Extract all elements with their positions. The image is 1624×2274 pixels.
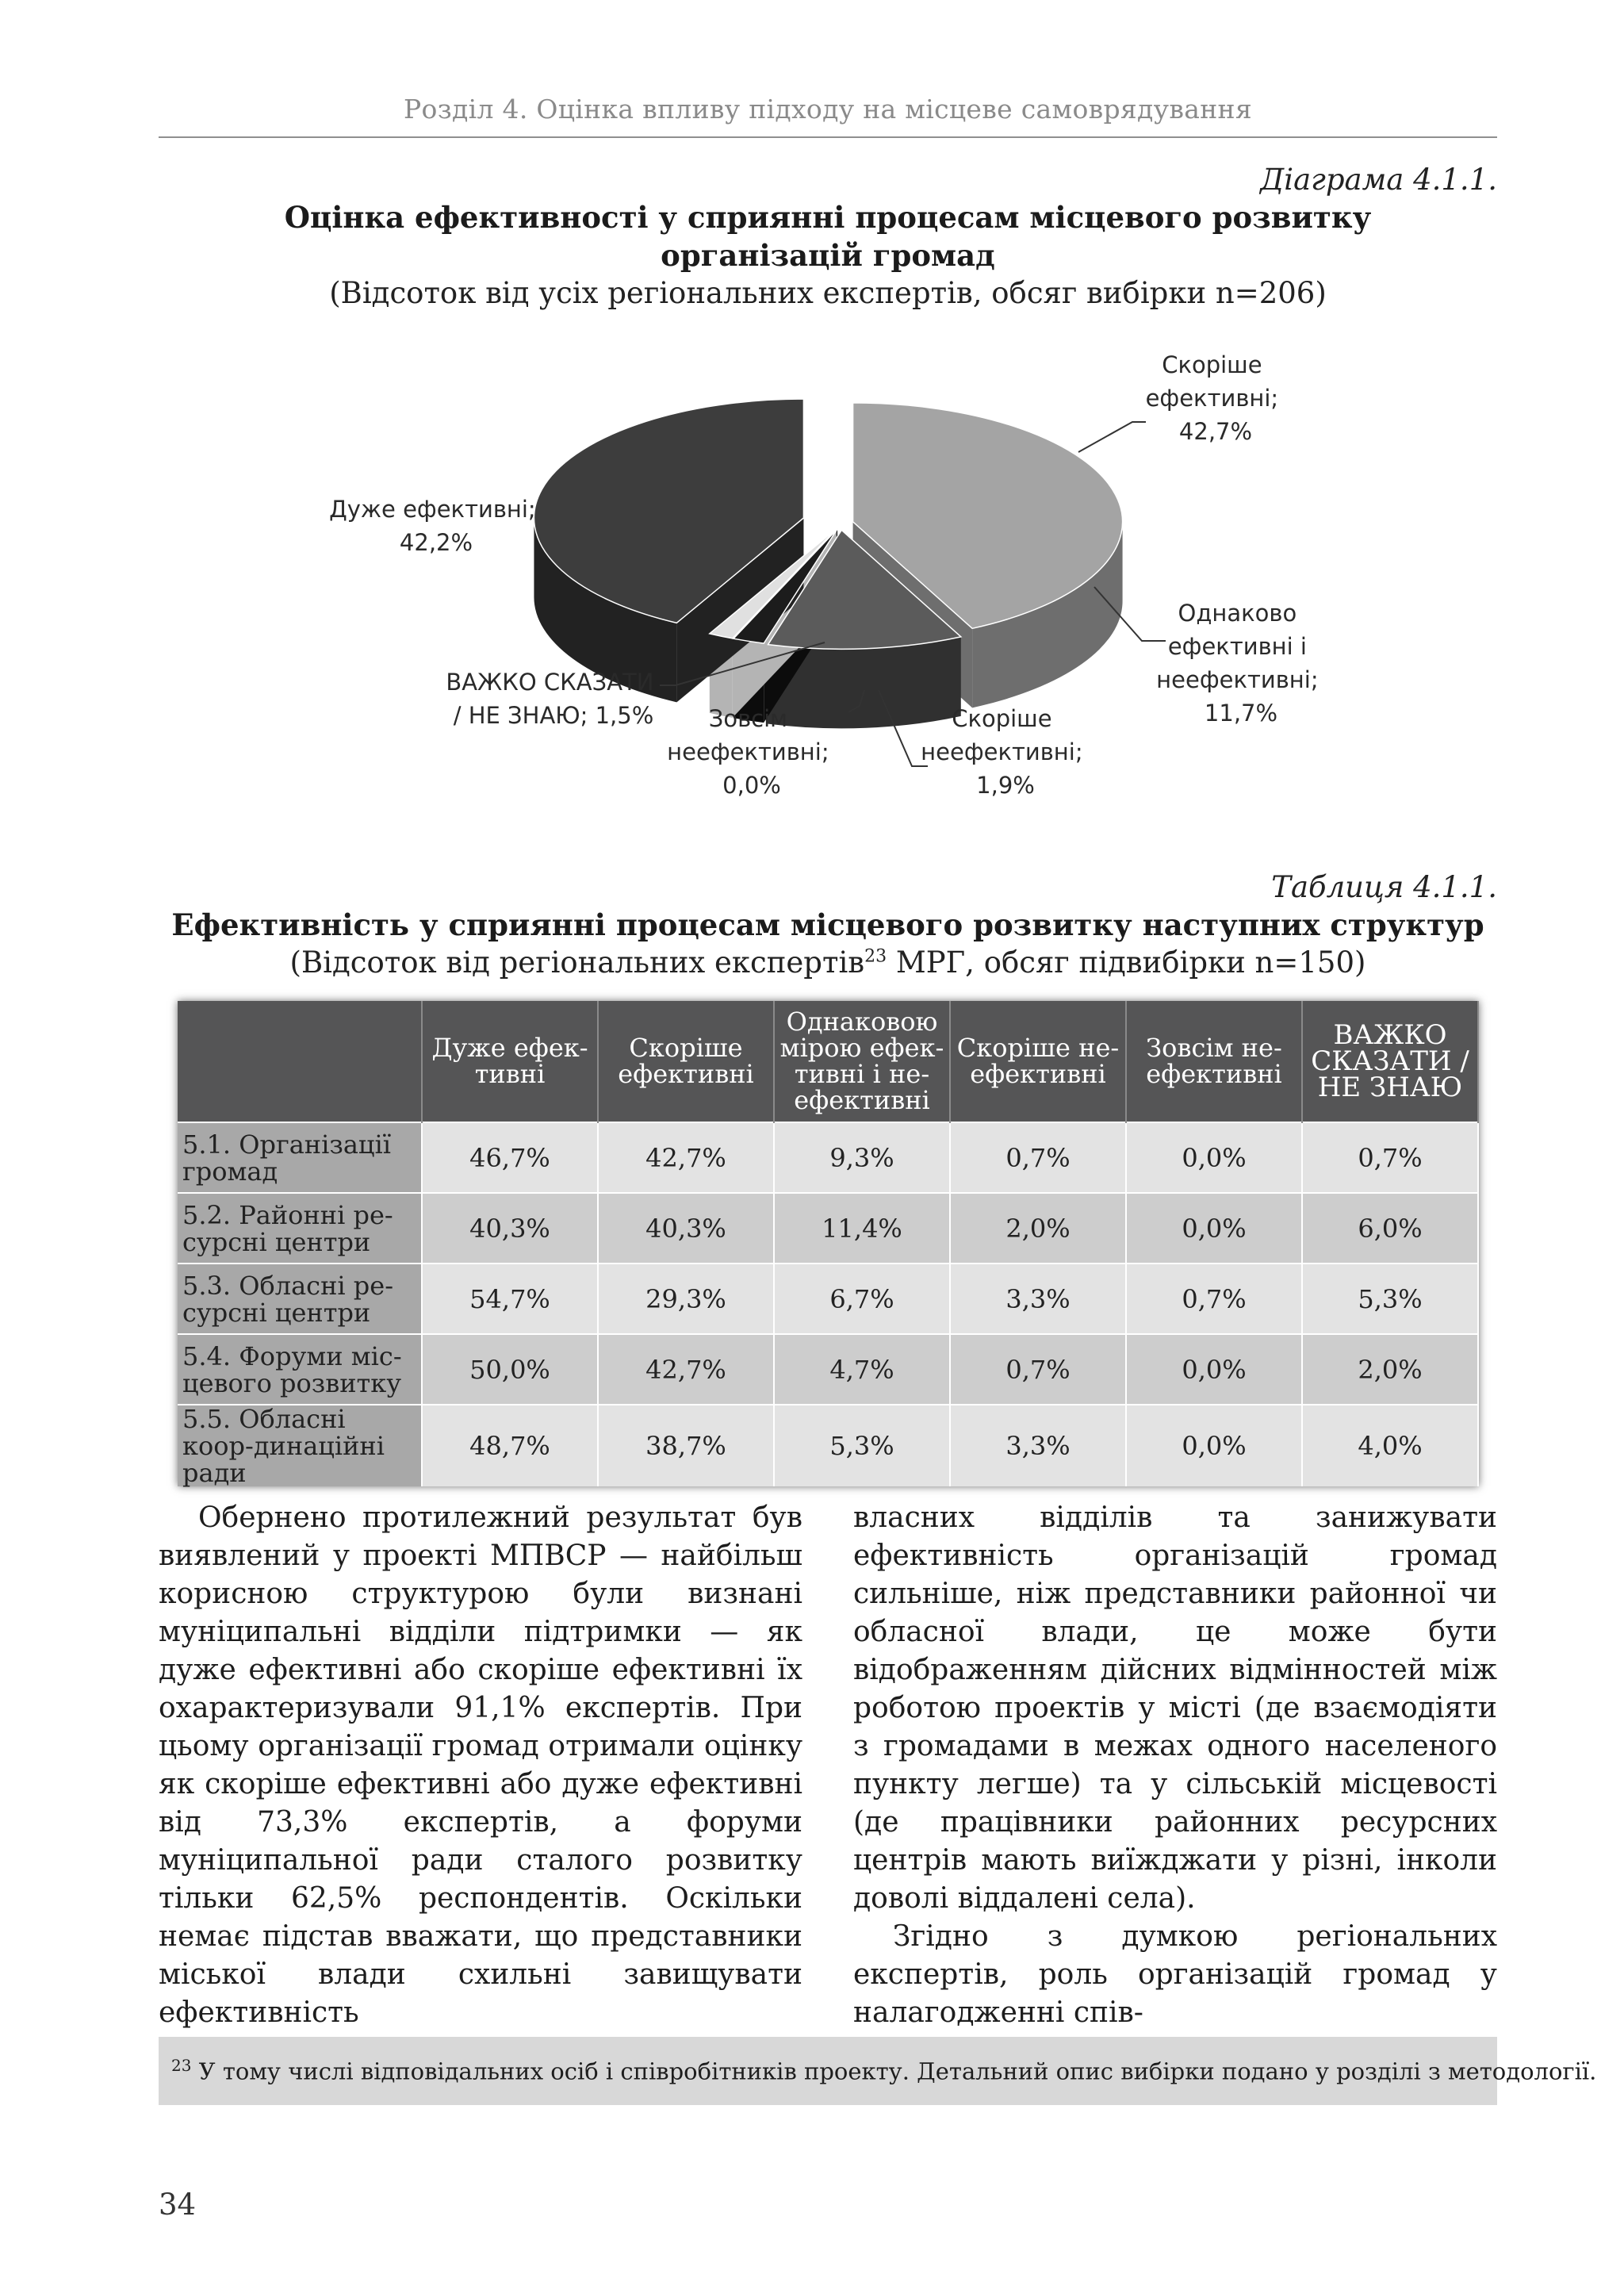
table-cell: 0,7% — [950, 1334, 1126, 1405]
label-zovsim-neefektyvni-line2: неефективні; — [667, 738, 829, 765]
table-subtitle — [159, 945, 1497, 980]
body-column-right — [853, 1499, 1497, 2032]
table-row-label: 5.4. Форуми міс-цевого розвитку — [178, 1334, 422, 1405]
table-subtitle-start: (Відсоток від регіональних експертів — [289, 945, 865, 980]
table-row — [178, 1122, 1478, 1193]
footnote-text: У тому числі відповідальних осіб і співробітників проекту. Детальний опис вибірки подано у розділі з методології. — [191, 2057, 1597, 2085]
table-cell: 54,7% — [422, 1264, 598, 1334]
table-header-vazhko: ВАЖКО СКАЗАТИ / НЕ ЗНАЮ — [1302, 1001, 1478, 1122]
body-paragraph-right-2: Згідно з думкою регіональних експертів, роль організацій громад у налагодженні спів- — [853, 1920, 1497, 2029]
label-skorishe-neefektyvni-line1: Скоріше — [952, 705, 1052, 732]
label-duzhe-efektyvni-line1: Дуже ефективні; — [329, 496, 536, 523]
label-skorishe-neefektyvni-line2: неефективні; — [921, 738, 1083, 765]
table-header-zovsim-neefektyvni: Зовсім не-ефективні — [1126, 1001, 1302, 1122]
table-cell: 50,0% — [422, 1334, 598, 1405]
table-cell: 6,0% — [1302, 1193, 1478, 1264]
table-cell: 3,3% — [950, 1264, 1126, 1334]
table-subtitle-end: МРГ, обсяг підвибірки n=150) — [887, 945, 1366, 980]
table-row — [178, 1334, 1478, 1405]
table-cell: 5,3% — [1302, 1264, 1478, 1334]
leader-line-skorishe-efektyvni — [1078, 422, 1146, 452]
label-zovsim-neefektyvni-line1: Зовсім — [708, 705, 788, 732]
svg-text:Однаково ефективні і — [1156, 600, 1326, 727]
table-cell: 4,0% — [1302, 1405, 1478, 1486]
svg-text:Скоріше неефективні; — [921, 705, 1090, 799]
running-header: Розділ 4. Оцінка впливу підходу на місцеве самоврядування — [404, 94, 1252, 125]
table-cell: 0,7% — [1126, 1264, 1302, 1334]
table-cell: 42,7% — [598, 1122, 774, 1193]
footnote-box — [159, 2037, 1597, 2105]
table-header-skorishe-neefektyvni: Скоріше не-ефективні — [950, 1001, 1126, 1122]
table-cell: 29,3% — [598, 1264, 774, 1334]
label-vazhko-line1: ВАЖКО СКАЗАТИ — [446, 669, 654, 696]
label-skorishe-efektyvni-line1: Скоріше — [1162, 351, 1262, 378]
table-cell: 6,7% — [774, 1264, 950, 1334]
table-cell: 0,7% — [950, 1122, 1126, 1193]
label-odnakovo-line2: ефективні і — [1167, 633, 1307, 660]
table-cell: 9,3% — [774, 1122, 950, 1193]
label-vazhko-line2: / НЕ ЗНАЮ; 1,5% — [453, 702, 654, 729]
table-cell: 5,3% — [774, 1405, 950, 1486]
diagram-subtitle: (Відсоток від усіх регіональних експертів, обсяг вибірки n=206) — [329, 276, 1327, 310]
svg-text:Дуже ефективні; 42,2% — [329, 496, 543, 556]
diagram-label: Діаграма 4.1.1. — [1260, 163, 1497, 197]
table-row-label: 5.1. Організації громад — [178, 1122, 422, 1193]
table-header-duzhe-efektyvni: Дуже ефек-тивні — [422, 1001, 598, 1122]
table-title: Ефективність у сприянні процесам місцевого розвитку наступних структур — [171, 907, 1484, 942]
label-skorishe-efektyvni-value: 42,7% — [1178, 418, 1253, 445]
table-header-empty — [178, 1001, 422, 1122]
table-row — [178, 1193, 1478, 1264]
body-paragraph-left: Обернено протилежний результат був виявлений у проекті МПВСР — найбільш корисною структурою були визнані муніципальні відділи підтримки — як дуже ефективні або скоріше ефективні їх охарактеризували 91,1% експертів. При цьому організації громад отримали оцінку як скоріше ефективні або дуже ефективні від 73,3% експертів, а форуми муніципальної ради сталого розвитку тільки 62,5% респондентів. Оскільки немає підстав вважати, що представники міської влади схильні завищувати ефективність — [159, 1501, 802, 2029]
label-odnakovo-value: 11,7% — [1204, 700, 1278, 727]
table-label: Таблиця 4.1.1. — [1271, 870, 1497, 904]
table-row — [178, 1405, 1478, 1486]
table-row-label: 5.5. Обласні коор-динаційні ради — [178, 1405, 422, 1486]
table-subtitle-footnote-ref: 23 — [864, 946, 887, 967]
table-cell: 11,4% — [774, 1193, 950, 1264]
table-cell: 38,7% — [598, 1405, 774, 1486]
label-skorishe-efektyvni-line2: ефективні; — [1145, 385, 1279, 412]
label-skorishe-neefektyvni-value: 1,9% — [976, 772, 1035, 799]
table-cell: 42,7% — [598, 1334, 774, 1405]
label-odnakovo-line1: Однаково — [1178, 600, 1297, 627]
label-zovsim-neefektyvni-value: 0,0% — [722, 772, 781, 799]
table-cell: 40,3% — [422, 1193, 598, 1264]
table-cell: 2,0% — [950, 1193, 1126, 1264]
body-paragraph-right-1: власних відділів та занижувати ефективність організацій громад сильніше, ніж представники районної чи обласної влади, це може бути відображенням дійсних відмінностей між роботою проектів у місті (де взаємодіяти з громадами в межах одного населеного пункту легше) та у сільській місцевості (де працівники районних ресурсних центрів мають виїжджати у різні, інколи доволі віддалені села). — [853, 1501, 1497, 1915]
table-cell: 4,7% — [774, 1334, 950, 1405]
table-cell: 0,0% — [1126, 1122, 1302, 1193]
table-cell: 48,7% — [422, 1405, 598, 1486]
svg-text:Скоріше ефективні; — [1146, 351, 1286, 445]
table-cell: 2,0% — [1302, 1334, 1478, 1405]
table-cell: 0,0% — [1126, 1334, 1302, 1405]
table-cell: 40,3% — [598, 1193, 774, 1264]
diagram-title-line1: Оцінка ефективності у сприянні процесам місцевого розвитку — [284, 200, 1372, 235]
table-header-odnakovoyu: Однаковою мірою ефек-тивні і не-ефективні — [774, 1001, 950, 1122]
label-odnakovo-line3: неефективні; — [1156, 666, 1319, 693]
data-table — [178, 1001, 1479, 1486]
page-number: 34 — [159, 2188, 197, 2222]
footnote — [171, 2056, 1596, 2085]
table-row — [178, 1264, 1478, 1334]
table-cell: 46,7% — [422, 1122, 598, 1193]
svg-text:ВАЖКО СКАЗАТИ / НЕ ЗНАЮ; — [446, 669, 661, 729]
label-duzhe-efektyvni-line2: 42,2% — [399, 529, 473, 556]
table-cell: 0,0% — [1126, 1405, 1302, 1486]
pie-chart — [301, 349, 1332, 857]
table-header-row — [178, 1001, 1478, 1122]
diagram-title-line2: організацій громад — [661, 238, 995, 273]
table-cell: 3,3% — [950, 1405, 1126, 1486]
body-column-left — [159, 1499, 802, 2032]
table-row-label: 5.3. Обласні ре-сурсні центри — [178, 1264, 422, 1334]
footnote-number: 23 — [171, 2056, 192, 2075]
table-row-label: 5.2. Районні ре-сурсні центри — [178, 1193, 422, 1264]
header-divider — [159, 136, 1497, 138]
table-cell: 0,7% — [1302, 1122, 1478, 1193]
table-cell: 0,0% — [1126, 1193, 1302, 1264]
table-header-skorishe-efektyvni: Скоріше ефективні — [598, 1001, 774, 1122]
